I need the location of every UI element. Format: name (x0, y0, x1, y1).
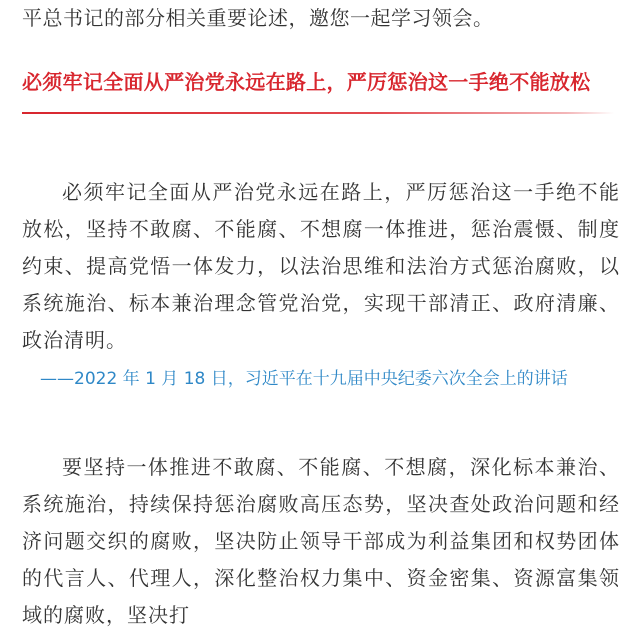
intro-line: 平总书记的部分相关重要论述，邀您一起学习领会。 (22, 6, 494, 30)
quote-paragraph-1: 必须牢记全面从严治党永远在路上，严厉惩治这一手绝不能放松，坚持不敢腐、不能腐、不想腐一体推进，惩治震慑、制度约束、提高党悟一体发力，以法治思维和法治方式惩治腐败，以系统施治、标本兼治理念管党治党，实现干部清正、政府清廉、政治清明。 (22, 180, 620, 352)
quote-source: ——2022 年 1 月 18 日，习近平在十九届中央纪委六次全会上的讲话 (40, 369, 568, 389)
section-title: 必须牢记全面从严治党永远在路上，严厉惩治这一手绝不能放松 (22, 70, 591, 94)
section-divider (22, 112, 614, 114)
quote-paragraph-2: 要坚持一体推进不敢腐、不能腐、不想腐，深化标本兼治、系统施治，持续保持惩治腐败高压态势，坚决查处政治问题和经济问题交织的腐败，坚决防止领导干部成为利益集团和权势团体的代言人、代理人，深化整治权力集中、资金密集、资源富集领域的腐败，坚决打 (22, 455, 620, 627)
